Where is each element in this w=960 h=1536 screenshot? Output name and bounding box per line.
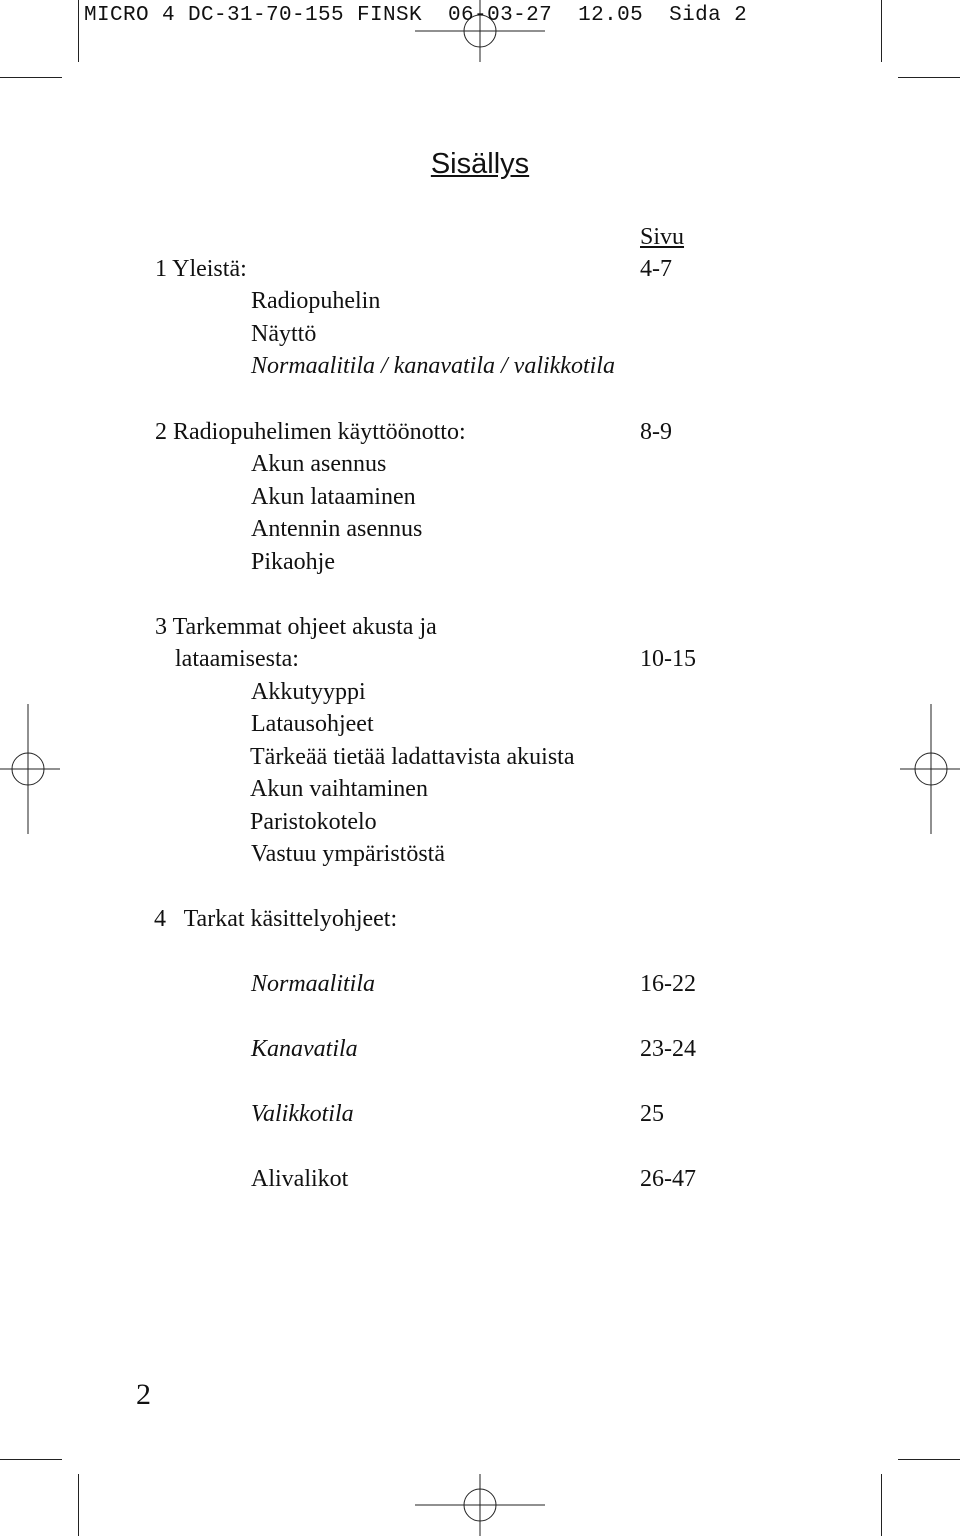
registration-mark-left bbox=[0, 704, 60, 834]
crop-mark-bottom-right-vertical bbox=[881, 1474, 882, 1536]
crop-mark-top-right-vertical bbox=[881, 0, 882, 62]
toc-entry-label[interactable]: Valikkotila bbox=[251, 1101, 354, 1127]
section-1-heading[interactable]: 1 Yleistä: bbox=[155, 256, 247, 282]
toc-item[interactable]: Latausohjeet bbox=[251, 711, 374, 737]
toc-item[interactable]: Akun vaihtaminen bbox=[250, 776, 428, 802]
registration-mark-bottom bbox=[415, 1474, 545, 1536]
toc-item[interactable]: Akun lataaminen bbox=[251, 484, 416, 510]
section-3-heading-cont[interactable]: lataamisesta: bbox=[175, 646, 299, 672]
crop-mark-top-left-vertical bbox=[78, 0, 79, 62]
toc-item[interactable]: Näyttö bbox=[251, 321, 317, 347]
section-4-heading[interactable]: 4 Tarkat käsittelyohjeet: bbox=[154, 906, 398, 932]
crop-mark-bottom-right-horizontal bbox=[898, 1459, 960, 1460]
page-column-header: Sivu bbox=[640, 224, 685, 250]
toc-item[interactable]: Paristokotelo bbox=[250, 809, 377, 835]
toc-entry-pages: 23-24 bbox=[640, 1036, 696, 1062]
crop-mark-bottom-left-vertical bbox=[78, 1474, 79, 1536]
toc-item[interactable]: Akkutyyppi bbox=[251, 679, 366, 705]
toc-entry-label[interactable]: Normaalitila bbox=[251, 971, 376, 997]
toc-item[interactable]: Antennin asennus bbox=[251, 516, 423, 542]
section-1-pages: 4-7 bbox=[640, 256, 672, 282]
section-2-pages: 8-9 bbox=[640, 419, 672, 445]
toc-entry-label[interactable]: Alivalikot bbox=[251, 1166, 349, 1192]
section-2-heading[interactable]: 2 Radiopuhelimen käyttöönotto: bbox=[155, 419, 466, 445]
section-3-pages: 10-15 bbox=[640, 646, 696, 672]
toc-entry-pages: 26-47 bbox=[640, 1166, 696, 1192]
toc-item[interactable]: Akun asennus bbox=[251, 451, 387, 477]
toc-item[interactable]: Tärkeää tietää ladattavista akuista bbox=[250, 744, 575, 770]
crop-mark-top-right-horizontal bbox=[898, 77, 960, 78]
page-title: Sisällys bbox=[430, 148, 530, 180]
toc-entry-pages: 25 bbox=[640, 1101, 664, 1127]
section-3-heading[interactable]: 3 Tarkemmat ohjeet akusta ja bbox=[155, 614, 437, 640]
toc-item[interactable]: Pikaohje bbox=[251, 549, 335, 575]
print-slug-line: MICRO 4 DC-31-70-155 FINSK 06-03-27 12.05 Sida 2 bbox=[84, 4, 748, 27]
toc-entry-label[interactable]: Kanavatila bbox=[251, 1036, 358, 1062]
toc-item[interactable]: Normaalitila / kanavatila / valikkotila bbox=[251, 353, 615, 379]
registration-mark-right bbox=[900, 704, 960, 834]
crop-mark-top-left-horizontal bbox=[0, 77, 62, 78]
toc-item[interactable]: Radiopuhelin bbox=[251, 288, 381, 314]
page-number: 2 bbox=[136, 1378, 151, 1411]
toc-item[interactable]: Vastuu ympäristöstä bbox=[251, 841, 445, 867]
crop-mark-bottom-left-horizontal bbox=[0, 1459, 62, 1460]
toc-entry-pages: 16-22 bbox=[640, 971, 696, 997]
